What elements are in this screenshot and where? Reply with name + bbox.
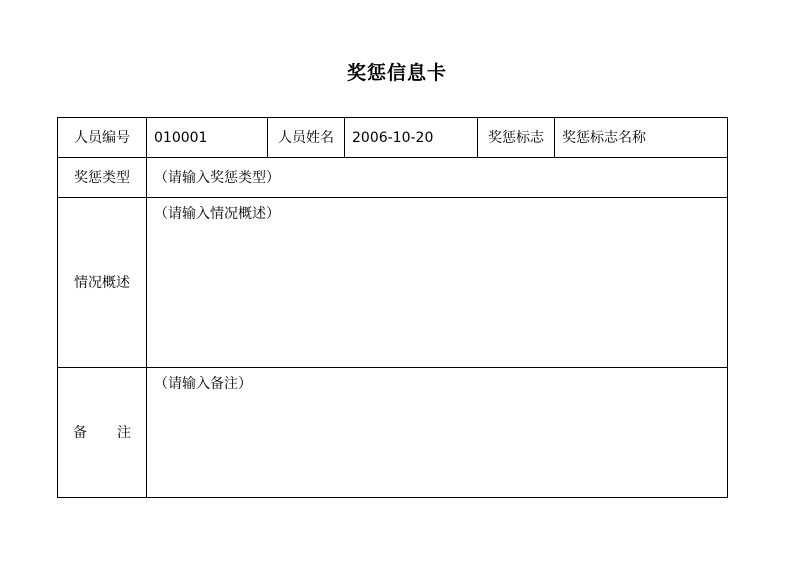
person-name-field[interactable]: 2006-10-20 [345,118,478,158]
type-field[interactable]: （请输入奖惩类型） [147,158,728,198]
person-no-label: 人员编号 [58,118,147,158]
remark-label [58,368,147,498]
remark-label-char-1: 备 [73,424,87,441]
type-label: 奖惩类型 [58,158,147,198]
person-no-field[interactable]: 010001 [147,118,268,158]
summary-label: 情况概述 [58,198,147,368]
remark-label-char-2: 注 [117,424,131,441]
remark-field[interactable]: （请输入备注） [147,368,728,498]
flag-label: 奖惩标志 [478,118,555,158]
reward-punishment-card [57,117,728,498]
flag-field[interactable]: 奖惩标志名称 [555,118,728,158]
summary-field[interactable]: （请输入情况概述） [147,198,728,368]
person-name-label: 人员姓名 [268,118,345,158]
card-title: 奖惩信息卡 [346,62,447,84]
